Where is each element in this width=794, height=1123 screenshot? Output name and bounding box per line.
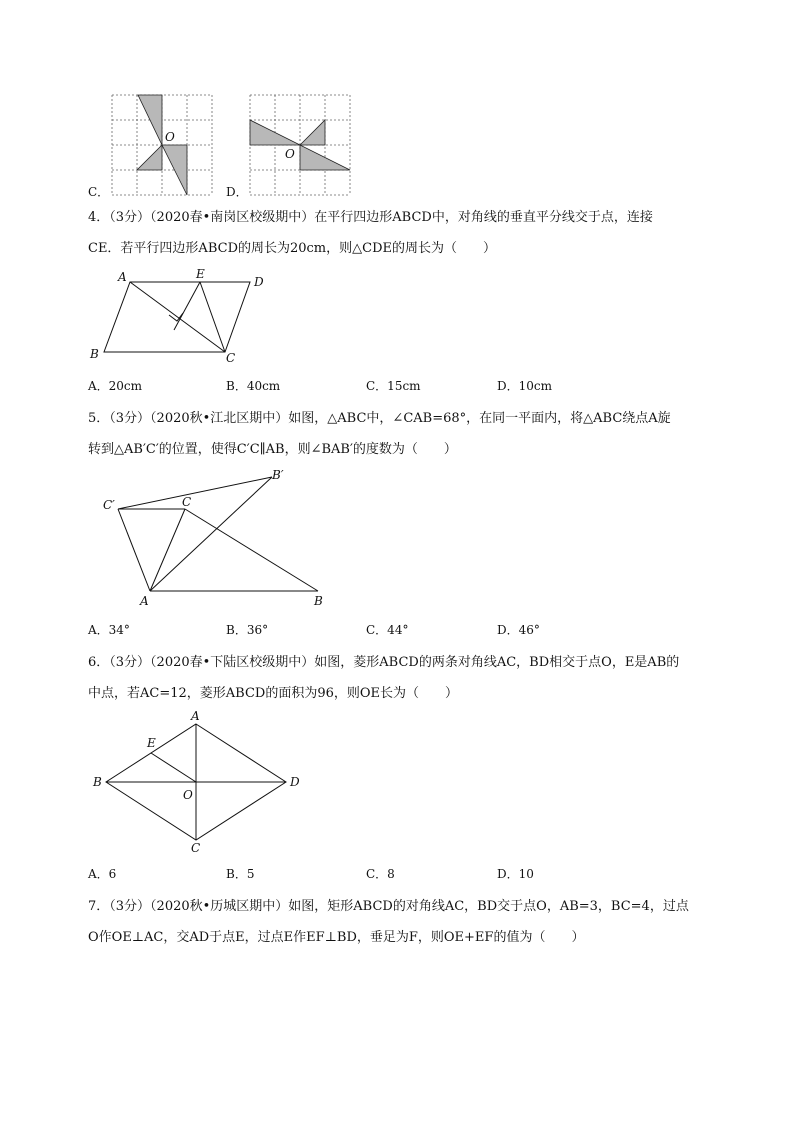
q3-grid-figure-c (112, 95, 212, 195)
q6-option-c[interactable]: C．8 (366, 867, 395, 881)
q4-label-c: C (226, 351, 236, 365)
q3-grid-figure-d (250, 95, 350, 195)
q3-option-d-label: D． (226, 185, 248, 199)
q6-label-c: C (191, 841, 201, 855)
q3-option-c-label: C． (88, 185, 110, 199)
q6-text-line1: 6．（3分）（2020春•下陆区校级期中）如图，菱形ABCD的两条对角线AC，BD相交于点O，E是AB的 (88, 655, 680, 670)
q5-label-b-prime: B′ (272, 468, 284, 482)
q5-option-c[interactable]: C．44° (366, 623, 409, 637)
q4-text-line2: CE．若平行四边形ABCD的周长为20cm，则△CDE的周长为（ ） (88, 241, 496, 256)
q5-option-a[interactable]: A．34° (88, 623, 130, 637)
q3-d-label-o: O (285, 147, 295, 161)
q4-label-e: E (196, 267, 205, 281)
q6-rhombus-figure (88, 706, 308, 856)
q6-label-b: B (93, 775, 102, 789)
q7-text-line1: 7．（3分）（2020秋•历城区期中）如图，矩形ABCD的对角线AC，BD交于点O，AB=3，BC=4，过点 (88, 899, 689, 914)
q5-option-b[interactable]: B．36° (226, 623, 269, 637)
q4-option-b[interactable]: B．40cm (226, 379, 281, 393)
q4-option-c[interactable]: C．15cm (366, 379, 421, 393)
q6-text-line2: 中点，若AC=12，菱形ABCD的面积为96，则OE长为（ ） (88, 686, 459, 701)
q5-text-line2: 转到△AB′C′的位置，使得C′C∥AB，则∠BAB′的度数为（ ） (88, 442, 457, 457)
q6-label-e: E (147, 736, 156, 750)
q5-label-c-prime: C′ (103, 498, 115, 512)
q4-text-line1: 4．（3分）（2020春•南岗区校级期中）在平行四边形ABCD中，对角线的垂直平分线交于点，连接 (88, 210, 653, 225)
q5-label-a: A (140, 594, 149, 608)
q6-label-d: D (290, 775, 300, 789)
q5-option-d[interactable]: D．46° (497, 623, 540, 637)
q6-option-a[interactable]: A．6 (88, 867, 117, 881)
q4-option-d[interactable]: D．10cm (497, 379, 552, 393)
q4-parallelogram-figure (80, 262, 280, 372)
q6-label-a: A (191, 709, 200, 723)
q5-label-b: B (314, 594, 323, 608)
q6-label-o: O (183, 788, 193, 802)
q4-option-a[interactable]: A．20cm (88, 379, 143, 393)
q6-option-b[interactable]: B．5 (226, 867, 255, 881)
q7-text-line2: O作OE⊥AC，交AD于点E，过点E作EF⊥BD，垂足为F，则OE+EF的值为（ ） (88, 930, 585, 945)
q5-text-line1: 5．（3分）（2020秋•江北区期中）如图，△ABC中，∠CAB=68°，在同一平面内，将△ABC绕点A旋 (88, 411, 671, 426)
q5-rotation-figure (100, 465, 340, 615)
q6-option-d[interactable]: D．10 (497, 867, 534, 881)
q3-c-label-o: O (165, 130, 175, 144)
q4-label-b: B (90, 347, 99, 361)
q5-label-c: C (182, 495, 192, 509)
q4-label-d: D (254, 275, 264, 289)
q4-label-a: A (118, 270, 127, 284)
